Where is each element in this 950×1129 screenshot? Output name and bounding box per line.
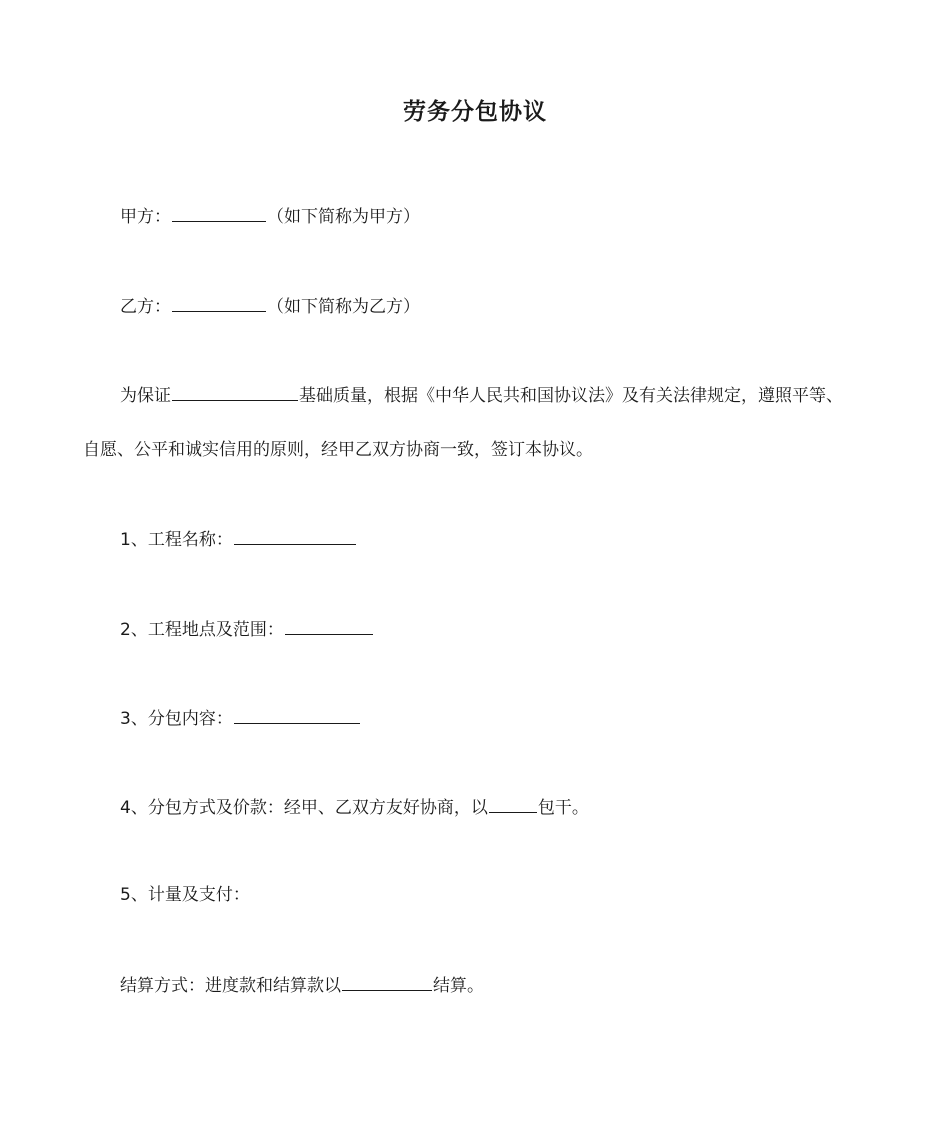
clause-2-line bbox=[120, 616, 374, 642]
project-name-blank[interactable] bbox=[234, 526, 356, 545]
clause-3-label: 3、分包内容： bbox=[120, 709, 233, 729]
party-b-blank[interactable] bbox=[172, 293, 266, 312]
clause-1-line bbox=[120, 526, 357, 552]
party-b-label: 乙方： bbox=[120, 297, 171, 317]
party-a-blank[interactable] bbox=[172, 203, 266, 222]
settlement-prefix: 结算方式：进度款和结算款以 bbox=[120, 976, 341, 996]
clause-5-line: 5、计量及支付： bbox=[120, 885, 250, 905]
preamble-prefix: 为保证 bbox=[120, 386, 171, 406]
party-a-label: 甲方： bbox=[120, 207, 171, 227]
clause-4-line bbox=[120, 794, 589, 820]
subcontract-content-blank[interactable] bbox=[234, 705, 360, 724]
clause-4-suffix: 包干。 bbox=[537, 798, 589, 818]
clause-4-prefix: 4、分包方式及价款：经甲、乙双方友好协商，以 bbox=[120, 798, 488, 818]
party-a-note: （如下简称为甲方） bbox=[267, 207, 420, 227]
document-title: 劳务分包协议 bbox=[403, 99, 547, 125]
clause-1-label: 1、工程名称： bbox=[120, 530, 233, 550]
contract-method-blank[interactable] bbox=[489, 794, 537, 813]
clause-3-line bbox=[120, 705, 361, 731]
project-location-blank[interactable] bbox=[285, 616, 373, 635]
quality-blank[interactable] bbox=[172, 382, 298, 401]
settlement-line bbox=[120, 972, 484, 998]
preamble-line-1 bbox=[120, 382, 843, 408]
settlement-blank[interactable] bbox=[342, 972, 432, 991]
party-a-line bbox=[120, 203, 420, 229]
preamble-line-2: 自愿、公平和诚实信用的原则，经甲乙双方协商一致，签订本协议。 bbox=[83, 440, 593, 460]
party-b-line bbox=[120, 293, 420, 319]
settlement-suffix: 结算。 bbox=[433, 976, 484, 996]
clause-2-label: 2、工程地点及范围： bbox=[120, 620, 284, 640]
party-b-note: （如下简称为乙方） bbox=[267, 297, 420, 317]
preamble-line1-rest: 基础质量，根据《中华人民共和国协议法》及有关法律规定，遵照平等、 bbox=[299, 386, 843, 406]
